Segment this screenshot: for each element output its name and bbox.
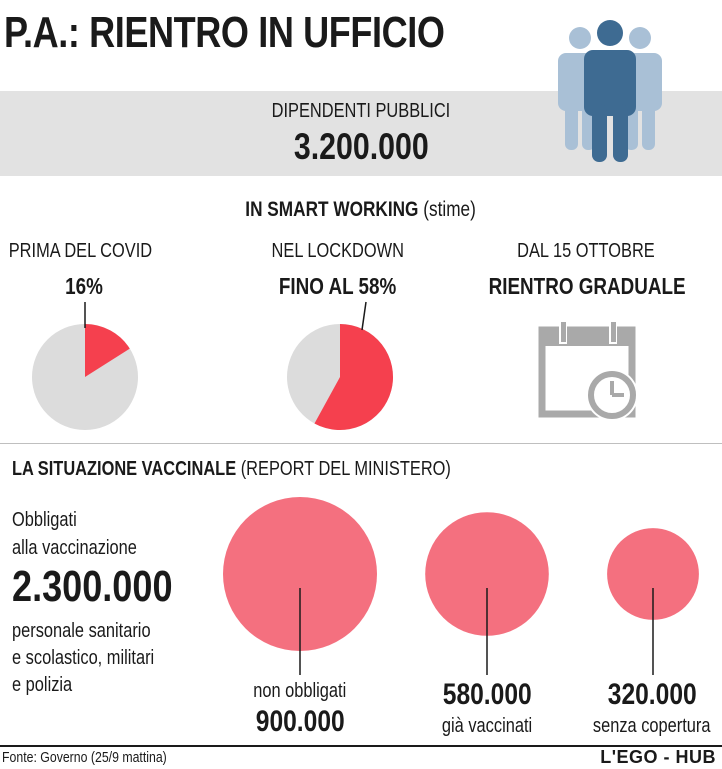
bubble-value-non-obbligati: 900.000	[255, 705, 345, 738]
obliged-value: 2.300.000	[12, 562, 173, 611]
col-value-ottobre: RIENTRO GRADUALE	[488, 273, 686, 299]
col-label-ottobre: DAL 15 OTTOBRE	[517, 240, 655, 262]
calendar-clock-icon	[542, 322, 638, 421]
col-label-prima: PRIMA DEL COVID	[8, 240, 152, 262]
people-icon	[552, 20, 668, 165]
pie-pointer-lockdown	[362, 302, 366, 330]
smart-working-charts	[0, 300, 722, 440]
employees-value: 3.200.000	[293, 126, 429, 167]
bubble-label-non-obbligati: non obbligati	[253, 680, 347, 702]
obliged-label: Obbligati alla vaccinazione	[12, 509, 137, 559]
col-value-prima: 16%	[65, 273, 103, 299]
smart-working-title: IN SMART WORKING (stime)	[245, 198, 477, 221]
bubble-value-senza-copertura: 320.000	[607, 678, 697, 711]
obliged-description: personale sanitario e scolastico, militari e polizia	[12, 620, 155, 696]
employees-label: DIPENDENTI PUBBLICI	[271, 100, 451, 122]
col-label-lockdown: NEL LOCKDOWN	[271, 240, 405, 262]
bubble-value-gia-vaccinati: 580.000	[442, 678, 532, 711]
page-title: P.A.: RIENTRO IN UFFICIO	[4, 8, 445, 57]
bubble-label-gia-vaccinati: già vaccinati	[441, 715, 533, 737]
source-note: Fonte: Governo (25/9 mattina)	[2, 749, 167, 766]
section-divider	[0, 443, 722, 444]
bubble-label-senza-copertura: senza copertura	[593, 715, 711, 737]
col-value-lockdown: FINO AL 58%	[279, 273, 397, 299]
brand-logo: L'EGO - HUB	[600, 747, 716, 767]
vaccination-title: LA SITUAZIONE VACCINALE (REPORT DEL MINISTERO)	[12, 458, 451, 480]
